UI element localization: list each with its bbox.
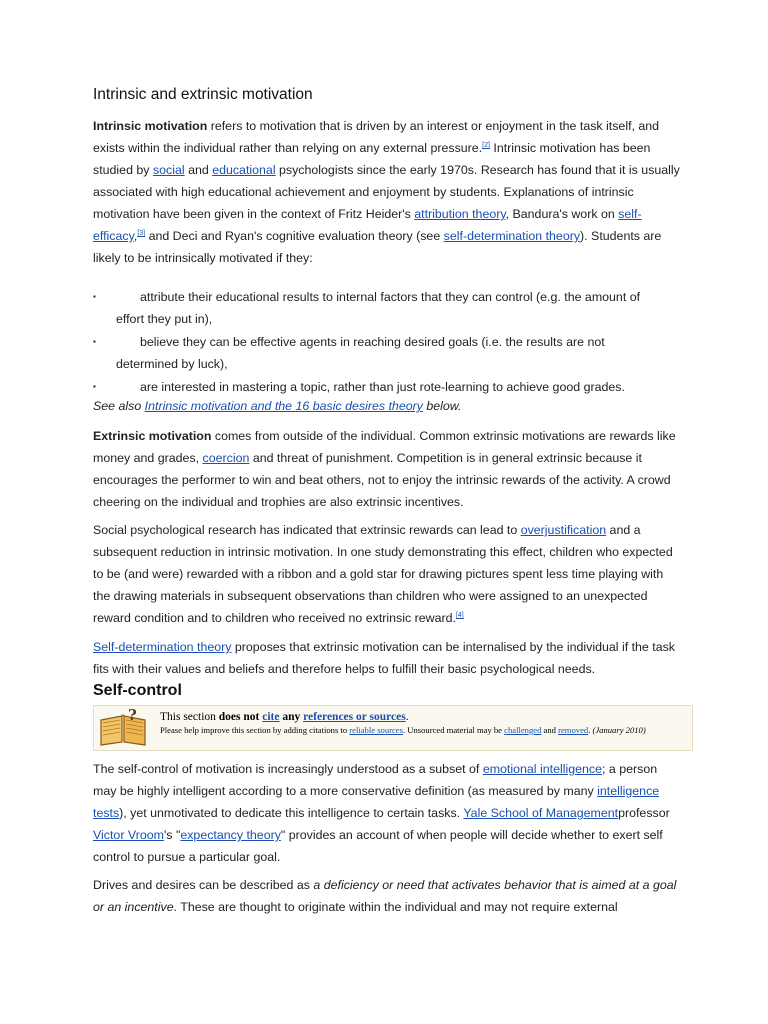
link-removed[interactable]: removed [558,725,589,735]
notice-emphasis: any [282,711,301,723]
unreferenced-section-notice [93,705,693,751]
paragraph-text: , [133,229,138,243]
list-item [93,331,683,375]
paragraph-text: psychologists since the early 1970s. Research has found that it is usually associated with high educational achievement and enjoyment by students. Explanations of intrinsic motivation have been given in the context of Fritz Heider's [93,163,680,221]
link-self-efficacy[interactable]: self-efficacy [93,207,642,243]
list-item-line-1: are interested in mastering a topic, rather than just rote-learning to achieve good grades. [140,380,625,394]
reference-4[interactable] [456,612,464,619]
paragraph-text: refers to motivation that is driven by an interest or enjoyment in the task itself, and exists within the individual rather than relying on any external pressure. [93,119,660,155]
paragraph-text: comes from outside of the individual. Common extrinsic motivations are rewards like money and grades, [93,429,676,465]
notice-line-1 [160,710,685,724]
notice-text: Please help improve this section by adding citations to [160,725,350,735]
bullet-marker: ▪ [93,292,96,301]
definition-emphasis: a deficiency or need that activates behavior that is aimed at a goal or an incentive [93,878,677,914]
link-references-or-sources[interactable]: references or sources [303,711,406,723]
paragraph-text: ; a person may be highly intelligent according to a more conservative definition (as measured by many [93,762,658,798]
link-educational[interactable]: educational [212,163,276,177]
list-item-line-2: determined by luck), [116,357,228,371]
link-self-determination-theory[interactable]: Self-determination theory [93,640,232,654]
paragraph-intrinsic-motivation [93,115,683,269]
paragraph-text: ), yet unmotivated to dedicate this intelligence to certain tasks. [119,806,464,820]
see-also-note [93,395,683,417]
list-item [93,286,683,330]
paragraph-text: The self-control of motivation is increasingly understood as a subset of [93,762,483,776]
link-self-determination-theory[interactable]: self-determination theory [443,229,581,243]
paragraph-self-control [93,758,683,868]
term-extrinsic-motivation: Extrinsic motivation [93,429,212,443]
notice-line-2 [160,724,685,736]
paragraph-text: and a subsequent reduction in intrinsic motivation. In one study demonstrating this effect, children who expected to be (and were) rewarded with a ribbon and a gold star for drawing pictures spent less time playing with the drawing materials in subsequent observations than children who were assigned to an unexpected reward condition and to children who received no extrinsic reward. [93,523,673,625]
section-heading-intrinsic-extrinsic: Intrinsic and extrinsic motivation [93,86,313,103]
paragraph-extrinsic-motivation [93,425,683,513]
notice-text: . Unsourced material may be [402,725,505,735]
link-cite[interactable]: cite [262,711,280,723]
paragraph-text: and Deci and Ryan's cognitive evaluation theory (see [145,229,444,243]
notice-emphasis: does not [218,711,260,723]
reference-3[interactable] [137,230,145,237]
list-item-line-1: attribute their educational results to internal factors that they can control (e.g. the amount of [140,290,641,304]
list-item-line-1: believe they can be effective agents in reaching desired goals (i.e. the results are not [140,335,605,349]
see-also-prefix: See also [93,399,145,413]
section-heading-self-control: Self-control [93,682,182,699]
paragraph-text: proposes that extrinsic motivation can be internalised by the individual if the task fits with their values and beliefs and therefore helps to fulfill their basic psychological needs. [93,640,675,676]
paragraph-text: 's " [163,828,181,842]
paragraph-text: Intrinsic motivation has been studied by [93,141,651,177]
svg-text:?: ? [128,708,137,724]
term-intrinsic-motivation: Intrinsic motivation [93,119,208,133]
list-item-line-2: effort they put in), [116,312,213,326]
paragraph-text: " provides an account of when people will decide whether to exert self control to pursue a particular goal. [93,828,663,864]
link-16-basic-desires[interactable]: Intrinsic motivation and the 16 basic desires theory [144,399,423,413]
notice-text: . [588,725,593,735]
link-overjustification[interactable]: overjustification [520,523,607,537]
paragraph-text: professor [618,806,670,820]
notice-text: and [541,725,559,735]
paragraph-overjustification [93,519,683,629]
link-coercion[interactable]: coercion [202,451,250,465]
link-attribution-theory[interactable]: attribution theory [414,207,506,221]
bullet-marker: ▪ [93,337,96,346]
paragraph-text: and threat of punishment. Competition is in general extrinsic because it encourages the performer to win and beat others, not to enjoy the intrinsic rewards of the activity. A crowd cheering on the individual and trophies are also extrinsic incentives. [93,451,671,509]
paragraph-text: . These are thought to originate within the individual and may not require external [173,900,618,914]
ref-link-3[interactable]: [3] [137,229,146,237]
ref-link-4[interactable]: [4] [455,611,464,619]
notice-text: This section [160,711,219,723]
paragraph-text: , Bandura's work on [505,207,619,221]
paragraph-text: Drives and desires can be described as [93,878,314,892]
paragraph-text: Social psychological research has indicated that extrinsic rewards can lead to [93,523,521,537]
paragraph-text: and [184,163,213,177]
see-also-suffix: below. [422,399,462,413]
link-intelligence-tests[interactable]: intelligence tests [93,784,660,820]
paragraph-self-determination [93,636,683,680]
bullet-marker: ▪ [93,382,96,391]
paragraph-drives-desires [93,874,683,918]
reference-2[interactable] [482,142,490,149]
link-emotional-intelligence[interactable]: emotional intelligence [482,762,602,776]
notice-date: (January 2010) [592,725,646,735]
notice-text: . [405,711,409,723]
link-yale-school-of-management[interactable]: Yale School of Management [463,806,619,820]
ref-link-2[interactable]: [2] [482,141,490,149]
link-social[interactable]: social [152,163,185,177]
paragraph-text: ). Students are likely to be intrinsically motivated if they: [93,229,662,265]
link-victor-vroom[interactable]: Victor Vroom [93,828,164,842]
link-reliable-sources[interactable]: reliable sources [349,725,403,735]
open-book-question-icon [98,708,148,748]
link-challenged[interactable]: challenged [504,725,542,735]
link-expectancy-theory[interactable]: expectancy theory [180,828,281,842]
